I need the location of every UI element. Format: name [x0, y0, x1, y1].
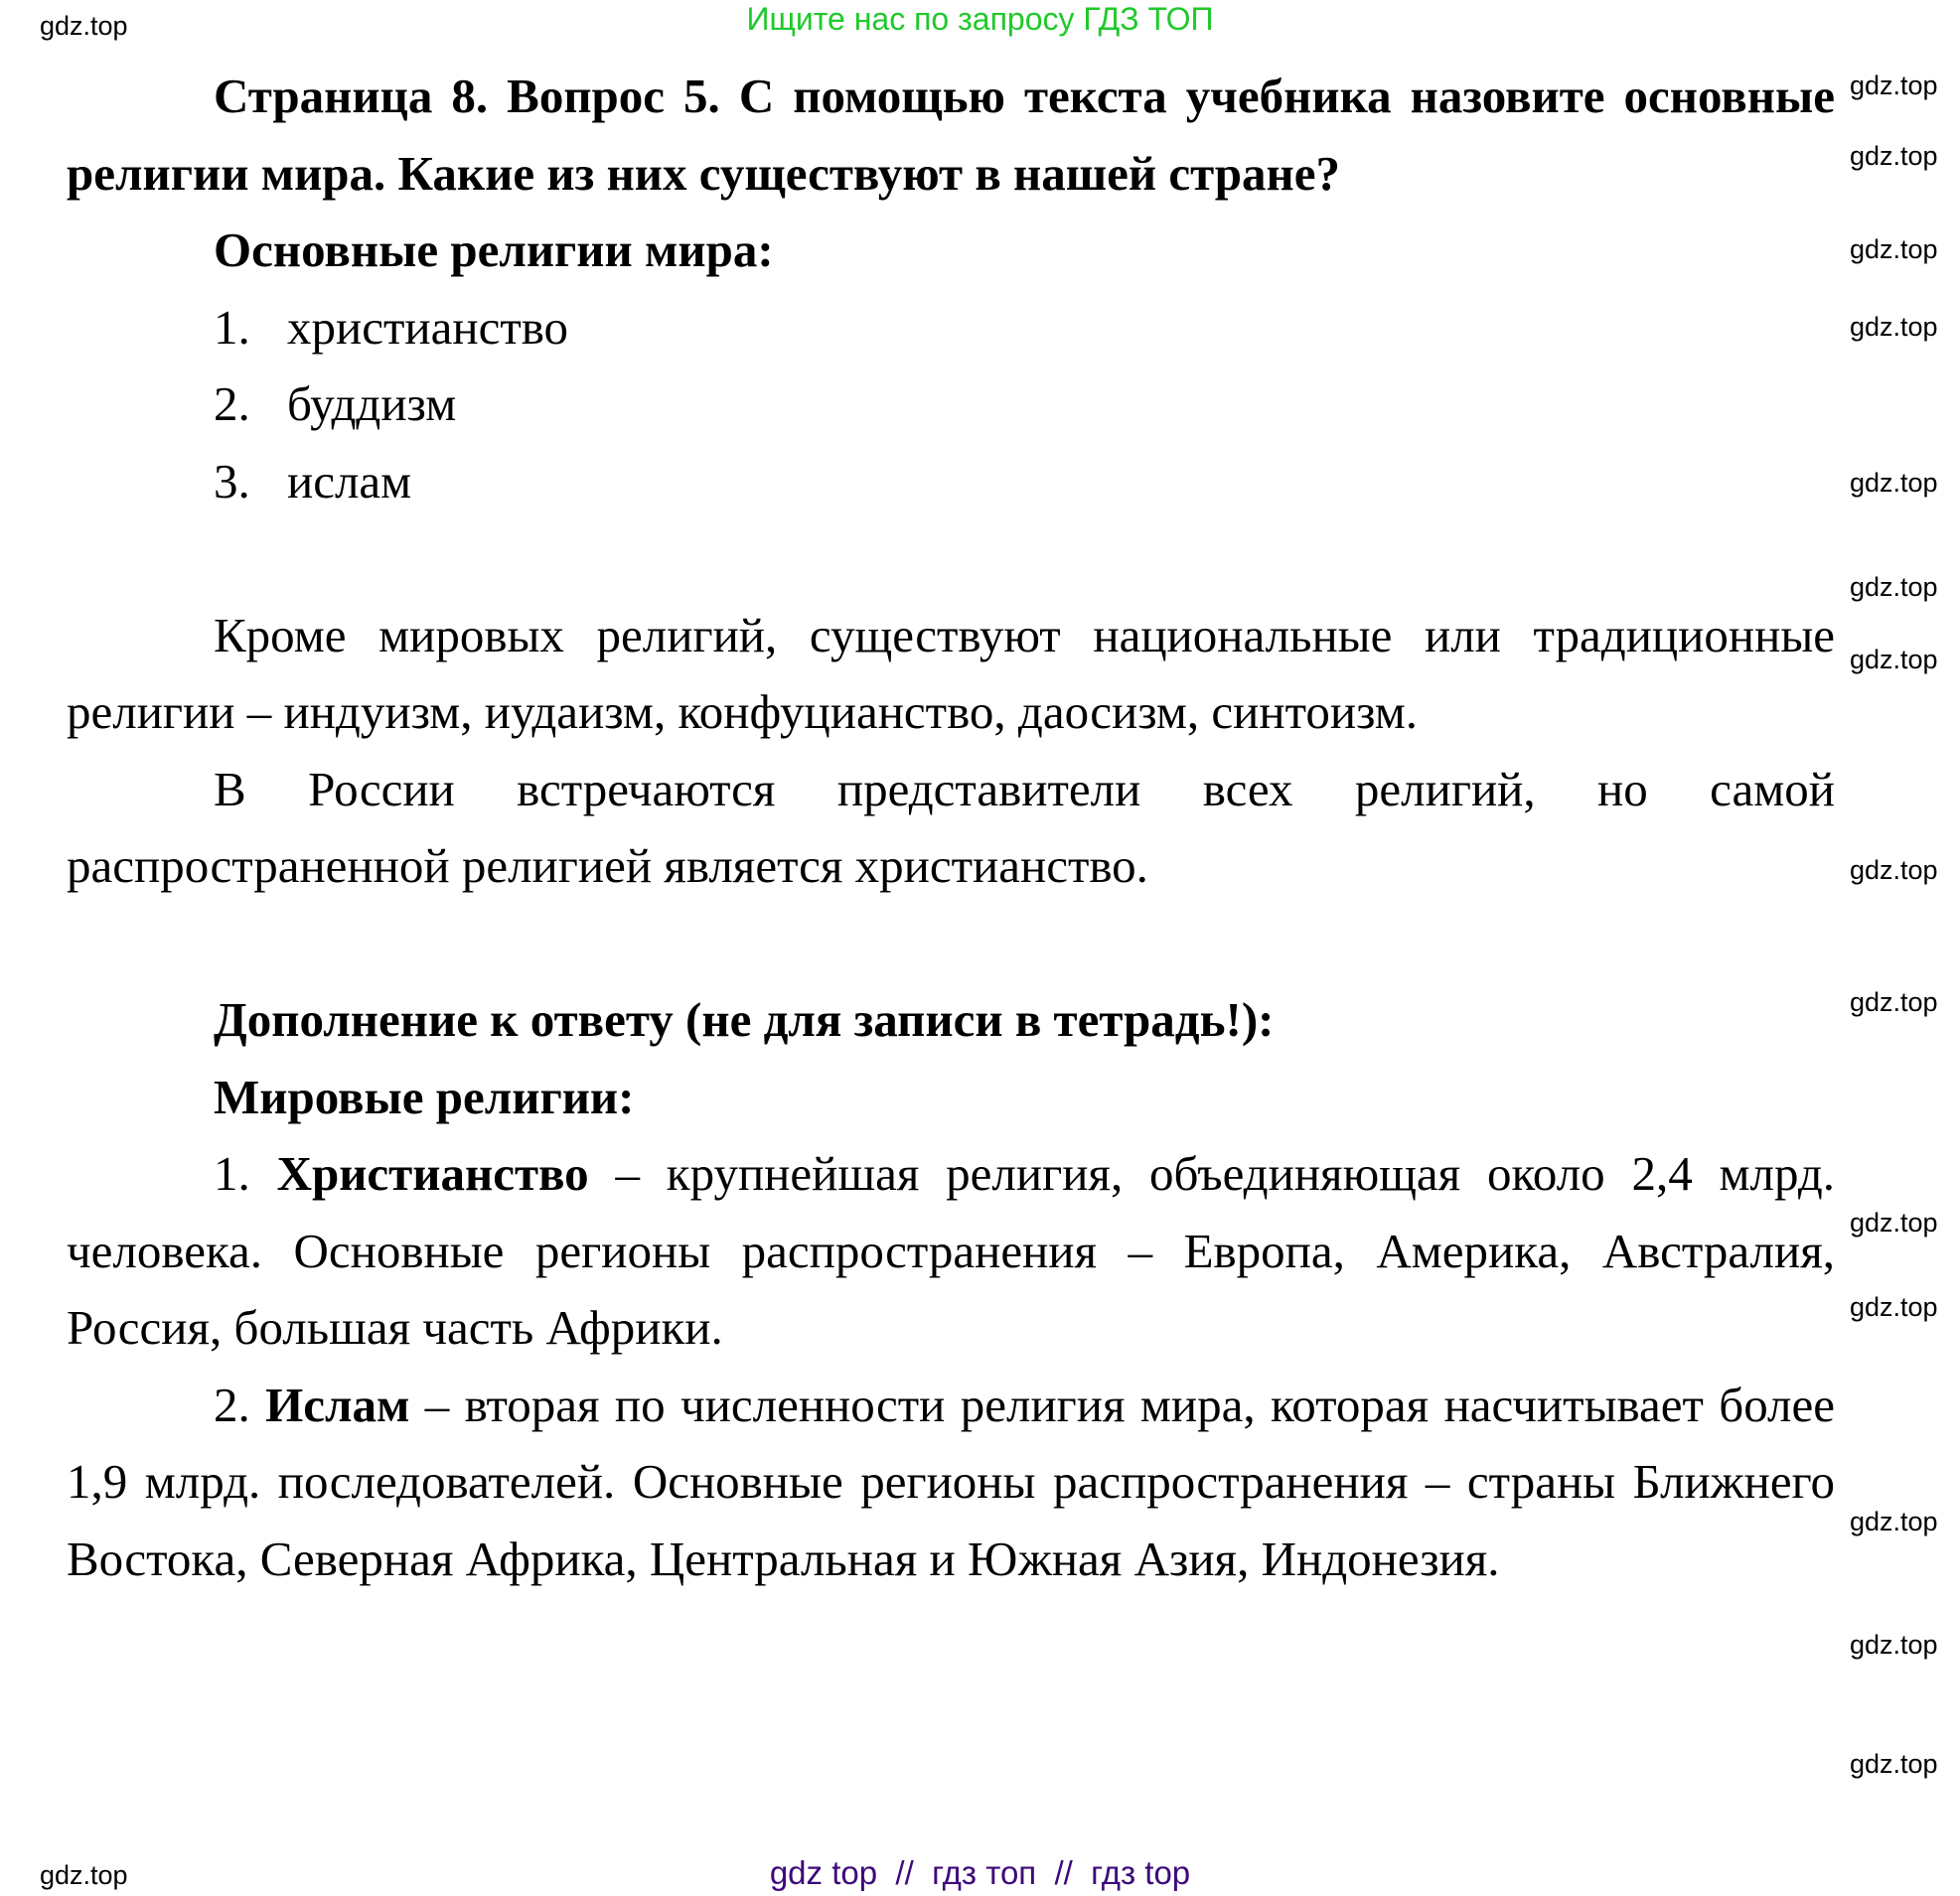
watermark: gdz.top: [1850, 1749, 1938, 1779]
paragraph-national-religions: Кроме мировых религий, существуют национальные или традиционные религии – индуизм, иудаизм, конфуцианство, даосизм, синтоизм.: [67, 607, 1835, 739]
list-text: ислам: [287, 453, 412, 509]
detail-islam: [67, 1367, 1835, 1598]
list-item: [67, 365, 1835, 443]
answer-content: [67, 58, 1835, 1597]
list-text: буддизм: [287, 376, 457, 431]
watermark: gdz.top: [1850, 987, 1938, 1017]
watermark: gdz.top: [40, 11, 128, 41]
list-item: [67, 443, 1835, 520]
watermark: gdz.top: [1850, 234, 1938, 264]
detail-name: Христианство: [276, 1146, 589, 1201]
watermark: gdz.top: [1850, 1630, 1938, 1660]
detail-number: 1.: [214, 1146, 250, 1201]
detail-text: – крупнейшая религия, объединяющая около 2,4 млрд. человека. Основные регионы распространения – Европа, Америка, Австралия, Россия, большая часть Африки.: [67, 1146, 1836, 1355]
watermark: gdz.top: [1850, 468, 1938, 498]
list-number: 1.: [214, 299, 250, 355]
addition-heading: Дополнение к ответу (не для записи в тетрадь!):: [214, 992, 1275, 1047]
detail-text: – вторая по численности религия мира, которая насчитывает более 1,9 млрд. последователей. Основные регионы распространения – страны Ближнего Востока, Северная Африка, Центральная и Южная Азия, Индонезия.: [67, 1377, 1836, 1586]
detail-name: Ислам: [265, 1377, 410, 1432]
watermark: gdz.top: [1850, 71, 1938, 100]
watermark: gdz.top: [40, 1860, 128, 1890]
watermark: gdz.top: [1850, 1208, 1938, 1238]
detail-number: 2.: [214, 1377, 250, 1432]
detail-christianity: [67, 1135, 1835, 1367]
world-religions-heading: Мировые религии:: [214, 1069, 635, 1124]
list-text: христианство: [287, 299, 569, 355]
search-banner[interactable]: Ищите нас по запросу ГДЗ ТОП: [746, 1, 1214, 37]
paragraph-russia: В России встречаются представители всех религий, но самой распространенной религией является христианство.: [67, 761, 1835, 893]
watermark: gdz.top: [1850, 141, 1938, 171]
question-title: Страница 8. Вопрос 5. С помощью текста учебника назовите основные религии мира. Какие из них существуют в нашей стране?: [67, 69, 1835, 201]
list-number: 3.: [214, 453, 250, 509]
list-item: [67, 289, 1835, 366]
watermark: gdz.top: [1850, 312, 1938, 342]
main-heading: Основные религии мира:: [214, 222, 774, 277]
watermark: gdz.top: [1850, 1292, 1938, 1322]
watermark: gdz.top: [1850, 645, 1938, 674]
footer-links[interactable]: gdz top // гдз топ // гдз top: [769, 1854, 1191, 1891]
list-number: 2.: [214, 376, 250, 431]
watermark: gdz.top: [1850, 855, 1938, 885]
watermark: gdz.top: [1850, 572, 1938, 602]
watermark: gdz.top: [1850, 1507, 1938, 1536]
